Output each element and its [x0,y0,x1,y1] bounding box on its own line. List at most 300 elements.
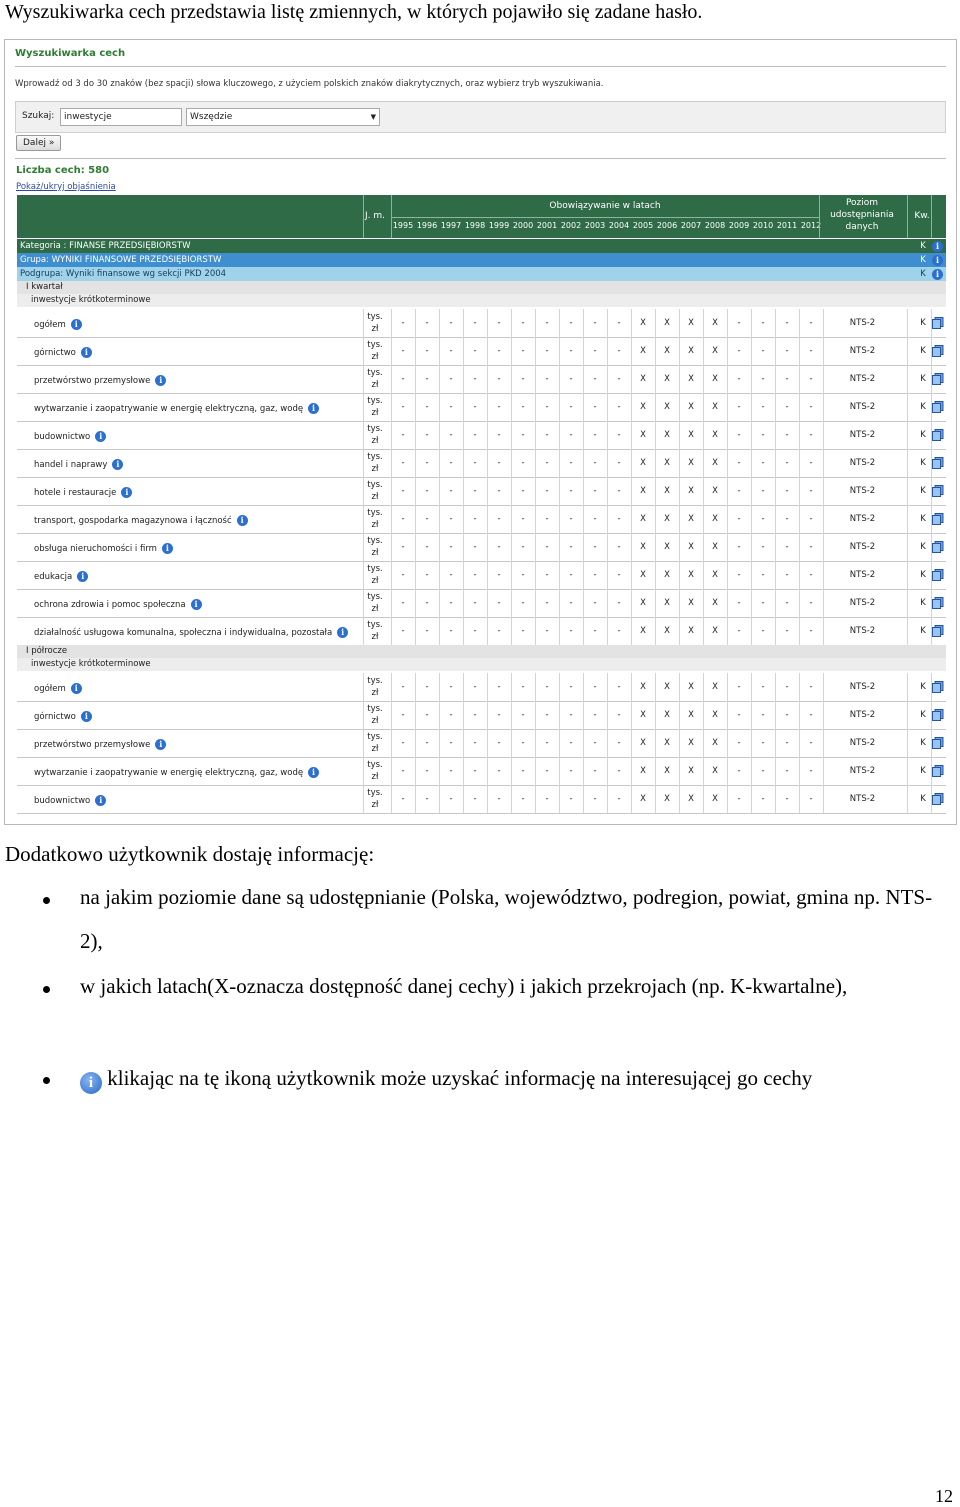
cell-divider [583,561,584,589]
search-mode-value: Wszędzie [190,112,233,122]
info-bullet-icon [80,1056,940,1100]
cell-divider [679,477,680,505]
details-link[interactable] [932,457,944,472]
year-availability: - [737,682,741,692]
cell-divider [583,701,584,729]
cell-divider [751,505,752,533]
year-availability: - [809,766,813,776]
year-availability: - [473,626,477,636]
year-availability: - [449,542,453,552]
cell-divider [703,421,704,449]
unit-value [363,675,387,699]
cell-divider [607,393,608,421]
year-availability: - [761,598,765,608]
year-availability: - [809,430,813,440]
cell-divider [631,785,632,813]
cell-divider [679,729,680,757]
unit-line: tys. [367,676,383,686]
cell-divider [583,673,584,701]
details-icon[interactable] [932,681,944,693]
variable-name[interactable]: obsługa nieruchomości i firm i [34,543,173,554]
year-availability: X [688,514,694,524]
year-availability: - [569,374,573,384]
details-icon[interactable] [932,485,944,497]
year-availability: - [545,682,549,692]
details-link[interactable] [932,429,944,444]
cell-divider [463,533,464,561]
year-availability: - [449,374,453,384]
details-icon[interactable] [932,793,944,805]
cell-divider [679,505,680,533]
cell-divider [391,729,392,757]
details-link[interactable] [932,765,944,780]
variable-name[interactable]: budownictwo i [34,431,106,442]
details-icon[interactable] [932,317,944,329]
details-icon[interactable] [932,737,944,749]
info-icon[interactable]: i [308,403,319,414]
year-availability: - [497,570,501,580]
year-availability: X [688,766,694,776]
year-availability: X [640,346,646,356]
cell-divider [823,477,824,505]
cell-divider [535,449,536,477]
chevron-down-icon: ▼ [370,113,376,121]
year-availability: - [449,458,453,468]
year-availability: - [401,430,405,440]
details-link[interactable] [932,597,944,612]
cell-divider [391,785,392,813]
cell-divider [751,589,752,617]
cell-divider [391,533,392,561]
cell-divider [727,477,728,505]
cell-divider [463,673,464,701]
details-link[interactable] [932,485,944,500]
year-availability: X [640,514,646,524]
table-row [17,309,946,338]
cell-divider [703,477,704,505]
cell-divider [391,393,392,421]
year-availability: X [688,738,694,748]
cell-divider [487,477,488,505]
details-icon[interactable] [932,345,944,357]
year-availability: - [545,514,549,524]
year-availability: X [688,626,694,636]
year-availability: - [737,794,741,804]
year-availability: X [664,598,670,608]
details-icon[interactable] [932,373,944,385]
cell-divider [931,365,932,393]
search-input[interactable]: inwestycje [60,108,182,126]
cell-divider [727,701,728,729]
year-availability: - [785,486,789,496]
cell-divider [775,365,776,393]
cell-divider [511,617,512,645]
year-availability: - [473,458,477,468]
details-link[interactable] [932,569,944,584]
variable-name[interactable]: ochrona zdrowia i pomoc społeczna i [34,599,202,610]
variable-name[interactable]: wytwarzanie i zaopatrywanie w energię elektryczną, gaz, wodę i [34,403,319,414]
cell-divider [751,309,752,337]
search-mode-select[interactable] [186,108,380,126]
info-icon[interactable]: i [337,627,348,638]
details-link[interactable] [932,317,944,332]
variable-name[interactable]: wytwarzanie i zaopatrywanie w energię elektryczną, gaz, wodę i [34,767,319,778]
year-availability: - [593,794,597,804]
cell-divider [391,617,392,645]
cell-divider [751,365,752,393]
cell-divider [799,757,800,785]
cell-divider [727,393,728,421]
year-availability: X [712,710,718,720]
cell-divider [511,337,512,365]
info-icon[interactable]: i [155,739,166,750]
year-availability: - [521,794,525,804]
year-availability: - [617,458,621,468]
details-icon[interactable] [932,513,944,525]
year-availability: - [401,486,405,496]
year-header: 2001 [536,221,558,230]
year-availability: X [712,542,718,552]
year-availability: - [425,374,429,384]
variable-name[interactable]: górnictwo i [34,347,92,358]
info-icon[interactable]: i [71,683,82,694]
results-table [17,195,946,825]
year-availability: X [640,486,646,496]
cell-divider [631,589,632,617]
cell-divider [391,477,392,505]
cell-divider [559,589,560,617]
details-icon[interactable] [932,597,944,609]
details-link[interactable] [932,681,944,696]
details-link[interactable] [932,709,944,724]
details-link[interactable] [932,345,944,360]
level-value: NTS-2 [849,542,876,552]
table-row [17,393,946,422]
level-value: NTS-2 [849,458,876,468]
year-availability: - [785,766,789,776]
cell-divider [751,421,752,449]
year-availability: X [688,486,694,496]
year-availability: - [569,318,573,328]
cell-divider [535,701,536,729]
year-availability: - [737,458,741,468]
details-link[interactable] [932,513,944,528]
year-availability: - [761,738,765,748]
year-availability: - [497,738,501,748]
info-icon[interactable]: i [81,347,92,358]
year-availability: X [640,794,646,804]
year-availability: X [688,318,694,328]
year-availability: - [593,318,597,328]
details-link[interactable] [932,401,944,416]
cell-divider [391,561,392,589]
cell-divider [439,757,440,785]
cell-divider [363,309,364,337]
subsection-row [17,658,946,671]
cell-divider [907,477,908,505]
info-icon[interactable]: i [932,269,943,280]
info-icon[interactable]: i [95,795,106,806]
cell-divider [655,561,656,589]
cell-divider [391,449,392,477]
cell-divider [823,533,824,561]
cell-divider [415,505,416,533]
cell-divider [703,589,704,617]
variable-name[interactable]: przetwórstwo przemysłowe i [34,375,166,386]
year-availability: - [737,514,741,524]
year-availability: - [401,458,405,468]
year-availability: - [401,710,405,720]
cell-divider [391,701,392,729]
year-availability: - [761,794,765,804]
cell-divider [583,757,584,785]
column-divider [931,195,932,238]
year-availability: - [545,486,549,496]
cell-divider [535,757,536,785]
table-row [17,785,946,814]
cell-divider [799,393,800,421]
year-availability: X [688,710,694,720]
year-availability: - [401,346,405,356]
details-icon[interactable] [932,401,944,413]
variable-name[interactable]: handel i naprawy i [34,459,123,470]
cell-divider [487,393,488,421]
year-availability: - [737,318,741,328]
toggle-explanations-link[interactable]: Pokaż/ukryj objaśnienia [16,182,116,192]
cell-divider [559,673,560,701]
variable-name[interactable]: transport, gospodarka magazynowa i łączność i [34,515,248,526]
year-header: 2012 [800,221,822,230]
year-availability: - [521,514,525,524]
cell-divider [487,757,488,785]
col-unit-header: J. m. [364,211,385,221]
cell-divider [511,673,512,701]
cell-divider [439,561,440,589]
cell-divider [487,337,488,365]
year-availability: - [449,598,453,608]
info-icon[interactable]: i [121,487,132,498]
cell-divider [751,701,752,729]
cell-divider [799,337,800,365]
cell-divider [931,561,932,589]
search-app-screenshot [4,39,957,825]
cell-divider [775,701,776,729]
details-icon[interactable] [932,541,944,553]
cell-divider [391,421,392,449]
year-availability: - [473,402,477,412]
details-link[interactable] [932,373,944,388]
info-icon[interactable]: i [162,543,173,554]
year-availability: - [809,570,813,580]
year-availability: - [593,626,597,636]
year-availability: X [712,430,718,440]
cell-divider [931,785,932,813]
cell-divider [487,505,488,533]
year-availability: - [761,318,765,328]
year-availability: - [737,738,741,748]
year-availability: X [712,374,718,384]
year-availability: - [737,542,741,552]
year-availability: - [761,430,765,440]
year-availability: - [737,402,741,412]
cell-divider [823,421,824,449]
year-availability: - [785,794,789,804]
year-availability: - [425,570,429,580]
details-icon[interactable] [932,569,944,581]
unit-value [363,339,387,363]
cell-divider [535,477,536,505]
unit-line: tys. [367,732,383,742]
next-button[interactable]: Dalej » [16,135,61,151]
year-availability: - [809,598,813,608]
info-icon[interactable]: i [112,459,123,470]
year-availability: - [449,710,453,720]
year-availability: X [712,766,718,776]
year-availability: - [569,402,573,412]
year-availability: - [737,346,741,356]
table-row [17,561,946,590]
cell-divider [559,757,560,785]
year-availability: - [401,374,405,384]
year-availability: - [593,514,597,524]
year-availability: - [425,458,429,468]
cell-divider [463,561,464,589]
level-value: NTS-2 [849,626,876,636]
cell-divider [559,701,560,729]
year-availability: - [473,346,477,356]
details-icon[interactable] [932,709,944,721]
section-label: I półrocze [26,646,68,656]
variable-name[interactable]: ogółem i [34,683,82,694]
table-row [17,477,946,506]
unit-line: zł [371,520,379,530]
info-icon[interactable]: i [932,241,943,252]
year-availability: - [809,514,813,524]
level-value: NTS-2 [849,514,876,524]
info-icon[interactable]: i [237,515,248,526]
info-icon[interactable]: i [308,767,319,778]
cell-divider [511,785,512,813]
app-title: Wyszukiwarka cech [15,48,126,59]
cell-divider [439,449,440,477]
cell-divider [439,309,440,337]
level-value: NTS-2 [849,430,876,440]
cell-divider [703,505,704,533]
table-header [17,195,946,238]
unit-line: tys. [367,480,383,490]
kw-value: K [920,542,926,552]
variable-name[interactable]: edukacja i [34,571,88,582]
cell-divider [511,393,512,421]
info-icon[interactable]: i [191,599,202,610]
cell-divider [931,421,932,449]
info-icon[interactable]: i [81,711,92,722]
cell-divider [487,309,488,337]
cell-divider [799,589,800,617]
details-link[interactable] [932,793,944,808]
year-availability: - [809,626,813,636]
info-icon[interactable]: i [77,571,88,582]
cell-divider [463,589,464,617]
cell-divider [583,533,584,561]
variable-name[interactable]: budownictwo i [34,795,106,806]
year-availability: - [545,766,549,776]
cell-divider [727,449,728,477]
details-link[interactable] [932,625,944,640]
cell-divider [363,365,364,393]
year-availability: - [449,514,453,524]
details-icon[interactable] [932,765,944,777]
level-value: NTS-2 [849,402,876,412]
year-availability: - [473,318,477,328]
subsection-row [17,294,946,307]
kw-value: K [920,514,926,524]
year-availability: - [785,514,789,524]
cell-divider [487,673,488,701]
variable-name[interactable]: górnictwo i [34,711,92,722]
variable-name[interactable]: hotele i restauracje i [34,487,132,498]
cell-divider [655,533,656,561]
cell-divider [535,785,536,813]
details-link[interactable] [932,541,944,556]
info-icon[interactable]: i [71,319,82,330]
variable-name[interactable]: działalność usługowa komunalna, społeczna i indywidualna, pozostała i [34,627,348,638]
table-row [17,729,946,758]
level-value: NTS-2 [849,682,876,692]
cell-divider [751,757,752,785]
subsection-label: inwestycje krótkoterminowe [31,659,151,669]
cell-divider [583,617,584,645]
year-availability: X [712,794,718,804]
subgroup-row [17,267,946,281]
details-icon[interactable] [932,429,944,441]
kw-value: K [920,374,926,384]
year-availability: - [809,542,813,552]
year-availability: - [569,626,573,636]
year-availability: - [449,738,453,748]
year-availability: - [809,346,813,356]
year-availability: - [569,542,573,552]
table-row [17,757,946,786]
cell-divider [607,589,608,617]
cell-divider [463,421,464,449]
year-availability: - [785,346,789,356]
cell-divider [931,729,932,757]
cell-divider [931,757,932,785]
variable-name[interactable]: przetwórstwo przemysłowe i [34,739,166,750]
cell-divider [727,561,728,589]
year-availability: X [664,374,670,384]
cell-divider [415,589,416,617]
year-availability: - [761,486,765,496]
cell-divider [703,365,704,393]
cell-divider [583,477,584,505]
year-availability: - [809,374,813,384]
info-icon[interactable]: i [95,431,106,442]
table-row [17,533,946,562]
details-icon[interactable] [932,625,944,637]
cell-divider [775,505,776,533]
cell-divider [363,421,364,449]
info-icon[interactable]: i [155,375,166,386]
variable-name[interactable]: ogółem i [34,319,82,330]
details-icon[interactable] [932,457,944,469]
year-availability: - [785,402,789,412]
details-link[interactable] [932,737,944,752]
cell-divider [703,393,704,421]
info-icon[interactable]: i [932,255,943,266]
cell-divider [363,561,364,589]
